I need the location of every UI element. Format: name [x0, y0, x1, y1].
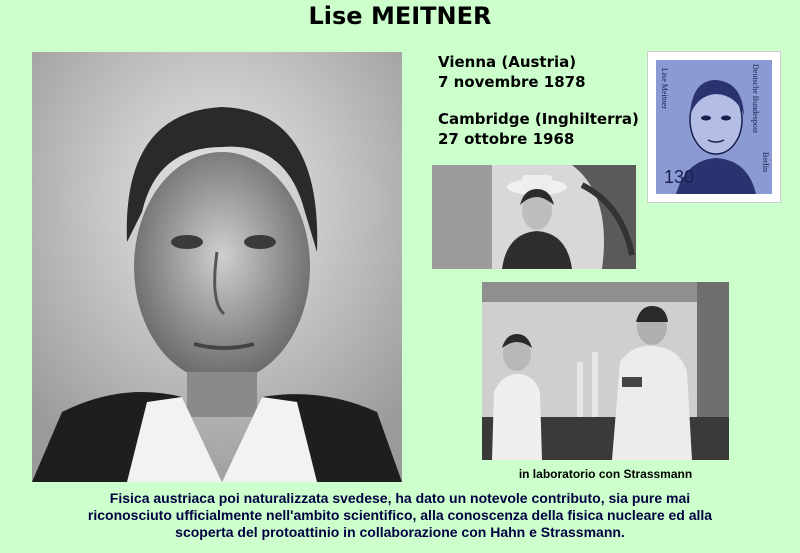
description-line: scoperta del protoattinio in collaborazione con Hahn e Strassmann.	[175, 524, 625, 540]
description-line: riconosciuto ufficialmente nell'ambito scientifico, alla conoscenza della fisica nucleare ed alla	[87, 507, 713, 523]
stamp-country: Deutsche Bundespost	[751, 64, 760, 134]
birth-date: 7 novembre 1878	[438, 73, 586, 91]
stamp-name: Lise Meitner	[660, 68, 669, 110]
death-date: 27 ottobre 1968	[438, 130, 575, 148]
death-place: Cambridge (Inghilterra)	[438, 110, 639, 128]
lab-photo-caption: in laboratorio con Strassmann	[518, 467, 693, 481]
portrait-photo	[32, 52, 402, 482]
stamp-city: Berlin	[761, 152, 770, 172]
young-portrait-photo	[432, 165, 636, 269]
lab-photo	[482, 282, 729, 460]
birth-place: Vienna (Austria)	[438, 53, 577, 71]
page-title: Lise MEITNER	[308, 2, 492, 30]
description	[40, 490, 760, 541]
description-line: Fisica austriaca poi naturalizzata svedese, ha dato un notevole contributo, sia pure mai	[109, 490, 691, 506]
postage-stamp	[648, 52, 780, 202]
stamp-value: 130	[664, 167, 695, 187]
death-info	[438, 109, 639, 149]
birth-info	[438, 52, 586, 92]
